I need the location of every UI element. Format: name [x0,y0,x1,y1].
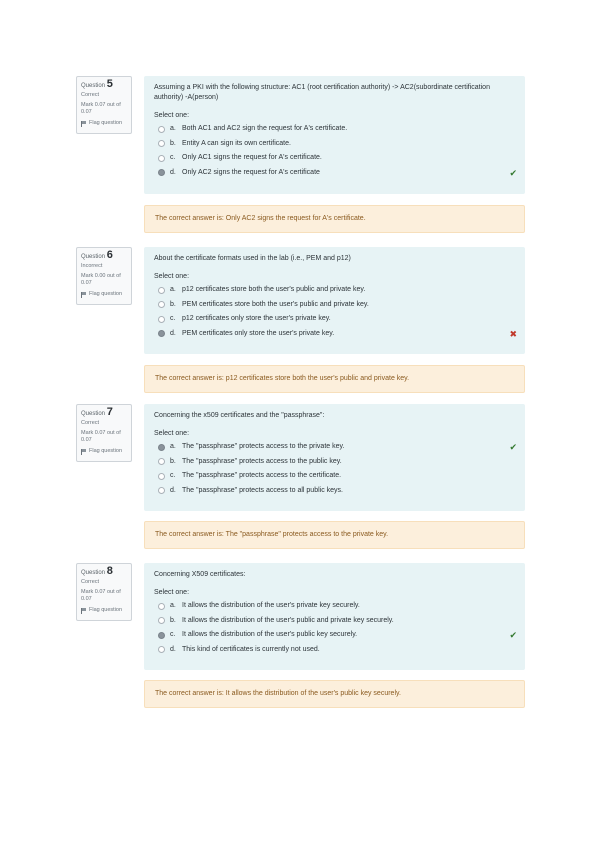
answer-text: The "passphrase" protects access to the certificate. [182,472,342,480]
answer-option[interactable] [154,628,515,643]
question-text: Concerning the x509 certificates and the "passphrase": [154,412,325,419]
question-prefix: Question [81,411,106,417]
answer-text: Only AC1 signs the request for A's certificate. [182,154,322,162]
answer-option[interactable] [154,614,515,629]
answer-option[interactable] [154,455,515,470]
question-prefix: Question [81,254,106,260]
question-number-value: 7 [106,406,113,418]
answer-radio[interactable] [158,169,165,176]
answer-option[interactable] [154,283,515,298]
question-number [81,249,127,261]
question-grade: Mark 0.07 out of 0.07 [81,589,121,602]
answer-letter: b. [170,300,176,308]
answer-text: PEM certificates only store the user's private key. [182,329,335,337]
incorrect-cross-icon: ✖ [509,328,517,339]
answer-radio[interactable] [158,316,165,323]
question-info-panel [76,563,132,621]
flag-question-link[interactable] [81,448,127,455]
answer-text: It allows the distribution of the user's private key securely. [182,602,360,610]
answer-letter: a. [170,125,176,133]
answer-text: Only AC2 signs the request for A's certificate [182,168,320,176]
answer-letter: d. [170,168,176,176]
answer-text: It allows the distribution of the user's public and private key securely. [182,616,394,624]
question-number [81,565,127,577]
flag-icon [81,292,87,298]
answer-letter: a. [170,443,176,451]
correct-answer-feedback: The correct answer is: It allows the distribution of the user's public key securely. [144,680,525,708]
answer-letter: c. [170,154,176,162]
answer-letter: d. [170,486,176,494]
correct-check-icon: ✔ [509,167,517,178]
answer-text: The "passphrase" protects access to the private key. [182,443,345,451]
select-one-prompt: Select one: [154,112,190,119]
flag-question-label: Flag question [89,448,123,454]
answer-text: The "passphrase" protects access to all public keys. [182,486,343,494]
question-number-value: 6 [106,249,113,261]
select-one-prompt: Select one: [154,430,190,437]
select-one-prompt: Select one: [154,589,190,596]
answer-radio[interactable] [158,487,165,494]
answer-option[interactable] [154,151,515,166]
answer-option[interactable] [154,298,515,313]
question-state: Correct [81,420,100,426]
question-info-panel [76,76,132,134]
question-content [144,247,525,354]
answer-radio[interactable] [158,155,165,162]
flag-question-link[interactable] [81,291,127,298]
answer-option[interactable] [154,312,515,327]
answer-text: It allows the distribution of the user's public key securely. [182,631,358,639]
correct-check-icon: ✔ [509,630,517,641]
answer-option[interactable] [154,137,515,152]
answer-letter: a. [170,286,176,294]
question-state: Correct [81,92,100,98]
answer-letter: c. [170,472,176,480]
answer-letter: c. [170,315,176,323]
question-number [81,78,127,90]
answer-text: p12 certificates store both the user's public and private key. [182,286,366,294]
flag-question-link[interactable] [81,607,127,614]
question-prefix: Question [81,83,106,89]
flag-icon [81,608,87,614]
question-prefix: Question [81,570,106,576]
correct-answer-feedback: The correct answer is: p12 certificates store both the user's public and private key. [144,365,525,393]
flag-question-label: Flag question [89,607,123,613]
select-one-prompt: Select one: [154,273,190,280]
question-number-value: 5 [106,78,113,90]
answer-radio[interactable] [158,473,165,480]
answer-radio[interactable] [158,287,165,294]
question-grade: Mark 0.07 out of 0.07 [81,102,121,115]
flag-question-label: Flag question [89,120,123,126]
answer-letter: d. [170,329,176,337]
answer-option[interactable] [154,469,515,484]
answer-letter: b. [170,457,176,465]
answer-text: The "passphrase" protects access to the public key. [182,457,342,465]
answer-radio[interactable] [158,617,165,624]
question-content [144,404,525,511]
answer-option[interactable] [154,166,515,181]
question-content [144,563,525,670]
answer-radio[interactable] [158,458,165,465]
flag-question-link[interactable] [81,120,127,127]
answer-letter: b. [170,616,176,624]
answer-letter: d. [170,645,176,653]
flag-question-label: Flag question [89,291,123,297]
flag-icon [81,449,87,455]
correct-answer-feedback: The correct answer is: Only AC2 signs the request for A's certificate. [144,205,525,233]
answer-text: This kind of certificates is currently not used. [182,645,320,653]
answer-option[interactable] [154,484,515,499]
question-number [81,406,127,418]
answer-option[interactable] [154,643,515,658]
answer-radio[interactable] [158,646,165,653]
question-text: Assuming a PKI with the following structure: AC1 (root certification authority) -> AC2(subordinate certification authority) -A(person) [154,84,490,101]
answer-letter: a. [170,602,176,610]
question-info-panel [76,404,132,462]
answer-option[interactable] [154,327,515,342]
question-number-value: 8 [106,565,113,577]
correct-answer-feedback: The correct answer is: The "passphrase" protects access to the private key. [144,521,525,549]
question-text: Concerning X509 certificates: [154,571,246,578]
question-text: About the certificate formats used in the lab (i.e., PEM and p12) [154,255,351,262]
answer-text: PEM certificates store both the user's public and private key. [182,300,369,308]
answer-radio[interactable] [158,301,165,308]
answer-radio[interactable] [158,632,165,639]
answer-text: p12 certificates only store the user's private key. [182,315,331,323]
answer-radio[interactable] [158,140,165,147]
answer-option[interactable] [154,599,515,614]
flag-icon [81,121,87,127]
answer-text: Entity A can sign its own certificate. [182,139,291,147]
answer-option[interactable] [154,122,515,137]
question-state: Correct [81,579,100,585]
question-info-panel [76,247,132,305]
answer-letter: c. [170,631,176,639]
answer-radio[interactable] [158,444,165,451]
question-grade: Mark 0.00 out of 0.07 [81,273,121,286]
question-state: Incorrect [81,263,103,269]
answer-text: Both AC1 and AC2 sign the request for A's certificate. [182,125,348,133]
question-content [144,76,525,194]
answer-option[interactable] [154,440,515,455]
answer-radio[interactable] [158,330,165,337]
answer-radio[interactable] [158,126,165,133]
question-grade: Mark 0.07 out of 0.07 [81,430,121,443]
answer-radio[interactable] [158,603,165,610]
correct-check-icon: ✔ [509,442,517,453]
answer-letter: b. [170,139,176,147]
